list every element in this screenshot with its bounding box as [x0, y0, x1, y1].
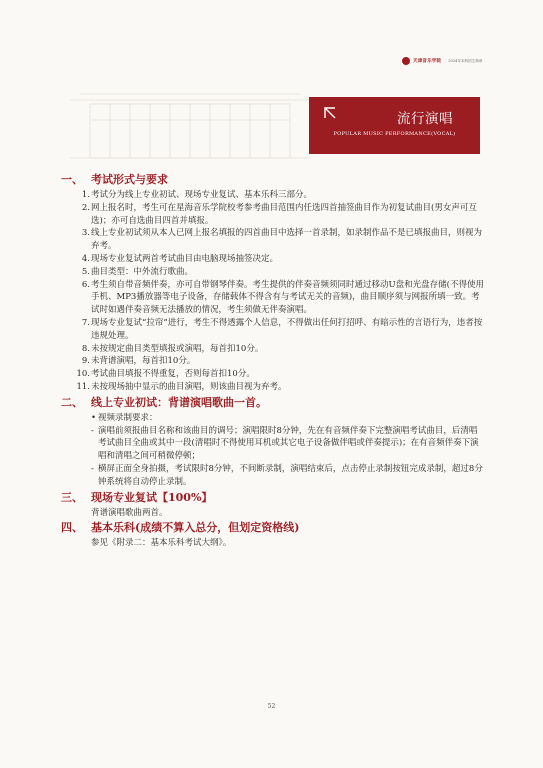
banner-subtitle: POPULAR MUSIC PERFORMANCE(VOCAL) — [333, 131, 456, 137]
section-text: 背谱演唱歌曲两首。 — [91, 507, 168, 518]
section-number: 三、 — [61, 490, 83, 504]
item-text: 未按规定曲目类型填报或演唱，每首扣10分。 — [91, 343, 264, 354]
banner-title: 流行演唱 — [397, 111, 453, 127]
dash-icon: - — [91, 463, 94, 474]
main-content — [0, 171, 543, 550]
arrow-up-left-icon — [323, 106, 337, 120]
item-text: 考试分为线上专业初试、现场专业复试、基本乐科三部分。 — [91, 190, 313, 200]
item-text: 未按现场抽中显示的曲目演唱，则该曲目视为弃考。 — [91, 381, 287, 392]
list-item — [0, 381, 543, 394]
item-number: 5. — [81, 266, 90, 277]
bullet-icon: • — [91, 412, 97, 423]
item-number: 11. — [76, 381, 90, 392]
item-text: 网上报名时，考生可在星海音乐学院校考参考曲目范围内任选四首抽签曲目作为初复试曲目(男女声可互选)；亦可自选曲目四首并填报。 — [91, 202, 477, 226]
brochure-tagline: 2024年本科招生简章 — [448, 58, 483, 63]
section-number: 四、 — [61, 521, 83, 535]
list-item — [0, 253, 543, 266]
building-watermark-icon — [70, 70, 310, 165]
item-number: 7. — [81, 317, 90, 328]
item-number: 9. — [81, 356, 90, 367]
list-item — [0, 189, 543, 202]
item-number: 2. — [81, 202, 90, 213]
section-title: 考试形式与要求 — [91, 173, 168, 186]
list-item — [0, 317, 543, 343]
section-onsite-retest — [0, 489, 543, 520]
section-title: 现场专业复试【100%】 — [91, 490, 213, 504]
item-number: 6. — [81, 279, 90, 290]
header-brand — [402, 57, 483, 65]
section-title: 基本乐科(成绩不算入总分，但划定资格线) — [91, 521, 300, 535]
item-text: 考试曲目填报不得重复，否则每首扣10分。 — [91, 369, 255, 380]
list-item — [0, 279, 543, 317]
list-item — [0, 355, 543, 368]
item-text: 曲目类型：中外流行歌曲。 — [91, 266, 194, 277]
item-number: 8. — [81, 343, 90, 354]
item-text: 考生须自带音频伴奏，亦可自带钢琴伴奏。考生提供的伴奏音频须同时通过移动U盘和光盘存储(不得使用手机、MP3播放器等电子设备，存储载体不得含有与考试无关的音频)，曲目顺序须与网报所填一致。考试时如遇伴奏音频无法播放的情况，考生须做无伴奏演唱。 — [91, 279, 484, 316]
list-item — [0, 227, 543, 253]
section-number: 二、 — [61, 395, 83, 409]
university-seal-icon — [402, 57, 410, 65]
section-title: 线上专业初试：背谱演唱歌曲一首。 — [91, 395, 267, 409]
section-online-preliminary — [0, 394, 543, 489]
section-banner — [309, 97, 480, 154]
item-text: 现场专业复试两首考试曲目由电脑现场抽签决定。 — [91, 253, 279, 264]
page-number: 52 — [267, 703, 276, 710]
dash-icon: - — [91, 425, 94, 436]
list-item — [0, 202, 543, 228]
list-item — [0, 266, 543, 279]
section-number: 一、 — [61, 173, 83, 186]
section-heading — [0, 519, 543, 537]
item-text: 未背谱演唱，每首扣10分。 — [91, 356, 196, 367]
section-music-basics — [0, 519, 543, 550]
dash-item — [0, 425, 543, 463]
bullet-text: 视频录制要求： — [98, 412, 158, 423]
item-text: 现场专业复试“拉帘”进行，考生不得透露个人信息，不得做出任何打招呼、有暗示性的言语行为，违者按违规处理。 — [91, 317, 483, 341]
item-number: 3. — [81, 228, 90, 239]
item-number: 10. — [76, 369, 90, 380]
dash-item — [0, 463, 543, 489]
section-heading — [0, 394, 543, 412]
bullet-item — [0, 412, 543, 425]
section-exam-format — [0, 171, 543, 394]
item-text: 线上专业初试须从本人已网上报名填报的四首曲目中选择一首录制，如录制作品不是已填报曲目，则视为弃考。 — [91, 228, 483, 252]
university-logo-text: 天津音乐学院 — [413, 59, 442, 64]
section-heading — [0, 171, 543, 189]
dash-text: 演唱前须报曲目名称和该曲目的调号；演唱限时8分钟，先在有音频伴奏下完整演唱考试曲目，后清唱考试曲目全曲或其中一段(清唱时不得使用耳机或其它电子设备做伴唱或伴奏提示)；在有音频伴奏下演唱和清唱之间可稍微停顿； — [98, 425, 479, 462]
section-text: 参见《附录二：基本乐科考试大纲》。 — [91, 538, 232, 549]
list-item — [0, 343, 543, 356]
item-number: 4. — [81, 253, 90, 264]
item-number: 1. — [81, 190, 90, 200]
dash-text: 横屏正面全身拍摄，考试限时8分钟，不间断录制，演唱结束后，点击停止录制按钮完成录制，超过8分钟系统将自动停止录制。 — [98, 463, 483, 487]
section-heading — [0, 489, 543, 507]
list-item — [0, 368, 543, 381]
